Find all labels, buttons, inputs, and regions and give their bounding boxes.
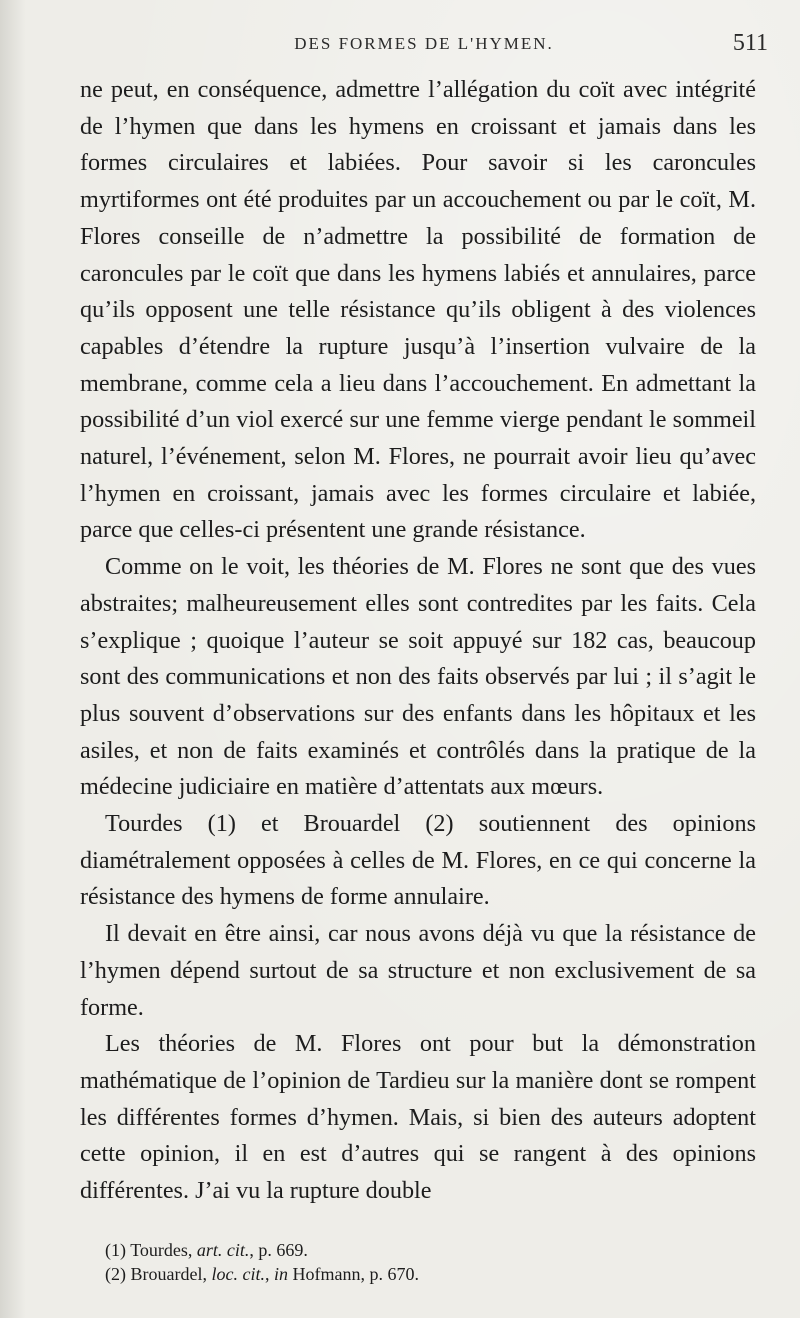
paragraph-2: Comme on le voit, les théories de M. Flores ne sont que des vues abstraites; malheureusement elles sont contredites par les faits. Cela s’explique ; quoique l’auteur se soit appuyé sur 182 cas, beaucoup sont des communications et non des faits observés par lui ; il s’agit le plus souvent d’observations sur des enfants dans les hôpitaux et les asiles, et non de faits examinés et contrôlés dans la pratique de la médecine judiciaire en matière d’attentats aux mœurs. [80, 553, 756, 801]
footnote-author: Brouardel, [130, 1264, 207, 1284]
page-number: 511 [732, 30, 768, 56]
footnote-1 [105, 1238, 745, 1262]
footnotes [105, 1238, 745, 1286]
footnote-page: Hofmann, p. 670. [287, 1264, 419, 1284]
footnote-separator: , [264, 1264, 274, 1284]
footnote-reference-in: in [273, 1264, 288, 1284]
footnote-page: , p. 669. [249, 1240, 308, 1260]
paragraph-3: Tourdes (1) et Brouardel (2) soutiennent des opinions diamétralement opposées à celles de M. Flores, en ce qui concerne la résistance des hymens de forme annulaire. [80, 810, 756, 911]
footnote-mark: (1) [105, 1240, 126, 1260]
footnote-author: Tourdes, [130, 1240, 193, 1260]
footnote-2 [105, 1262, 745, 1286]
footnote-reference: loc. cit. [211, 1264, 265, 1284]
footnote-reference: art. cit. [196, 1240, 250, 1260]
paragraph-1: ne peut, en conséquence, admettre l’allégation du coït avec intégrité de l’hymen que dans les hymens en croissant et jamais dans les formes circulaires et labiées. Pour savoir si les caroncules myrtiformes ont été produites par un accouchement ou par le coït, M. Flores conseille de n’admettre la possibilité de formation de caroncules par le coït que dans les hymens labiés et annulaires, parce qu’ils opposent une telle résistance qu’ils obligent à des violences capables d’étendre la rupture jusqu’à l’insertion vulvaire de la membrane, comme cela a lieu dans l’accouchement. En admettant la possibilité d’un viol exercé sur une femme vierge pendant le sommeil naturel, l’événement, selon M. Flores, ne pourrait avoir lieu qu’avec l’hymen en croissant, jamais avec les formes circulaire et labiée, parce que celles-ci présentent une grande résistance. [80, 76, 756, 544]
page-gutter-shadow [0, 0, 26, 1318]
running-title: DES FORMES DE L'HYMEN. [294, 34, 554, 53]
body-text [80, 72, 756, 1210]
footnote-mark: (2) [105, 1264, 126, 1284]
paragraph-4: Il devait en être ainsi, car nous avons déjà vu que la résistance de l’hymen dépend surtout de sa structure et non exclusivement de sa forme. [80, 920, 756, 1021]
running-head [80, 30, 768, 62]
paragraph-5: Les théories de M. Flores ont pour but la démonstration mathématique de l’opinion de Tardieu sur la manière dont se rompent les différentes formes d’hymen. Mais, si bien des auteurs adoptent cette opinion, il en est d’autres qui se rangent à des opinions différentes. J’ai vu la rupture double [80, 1030, 756, 1205]
